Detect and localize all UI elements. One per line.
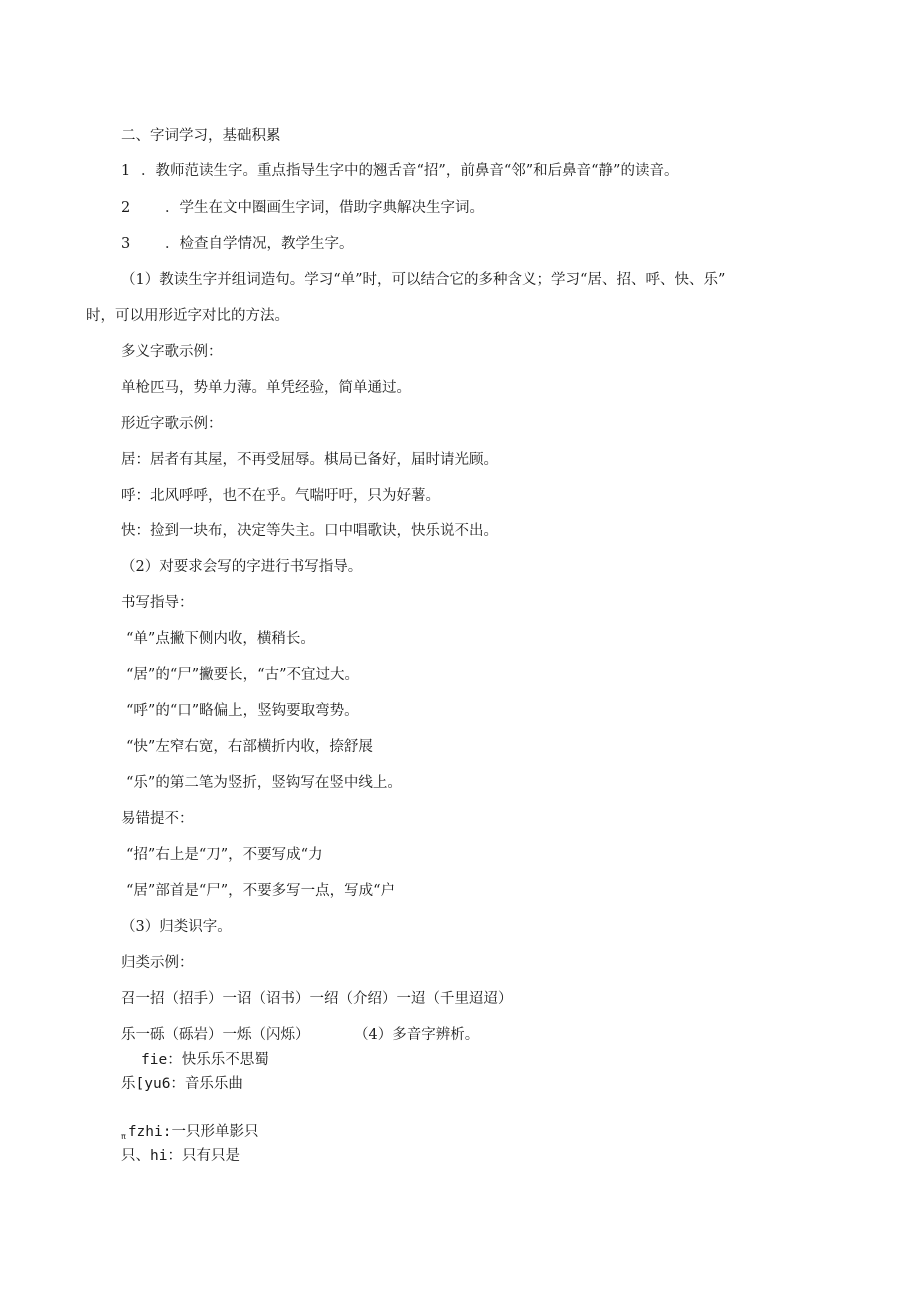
polyphone-zhi-second: 只、hi：只有只是 [121, 1148, 240, 1164]
step-1-number: 1 [121, 163, 131, 179]
writing-guide-dan: “单”点撇下侧内收，横稍长。 [126, 631, 315, 647]
similar-form-heading: 形近字歌示例： [121, 416, 223, 432]
step-1 [121, 161, 678, 181]
step-1-text: ．教师范读生字。重点指导生字中的翘舌音“招”，前鼻音“邻”和后鼻音“静”的读音。 [141, 163, 679, 179]
polyphone-le-fie: fie：快乐乐不思蜀 [141, 1052, 269, 1068]
polysemy-example: 单枪匹马，势单力薄。单凭经验，简单通过。 [121, 380, 411, 396]
section-heading: 二、字词学习，基础积累 [121, 128, 281, 144]
error-tips-heading: 易错提不： [121, 811, 194, 827]
similar-form-kuai: 快：捡到一块布，决定等失主。口中唱歌诀，快乐说不出。 [121, 523, 498, 539]
writing-guide-hu: “呼”的“口”略偏上，竖钩要取弯势。 [126, 703, 359, 719]
sub-step-1: （1）教读生字并组词造句。学习“单”时，可以结合它的多种含义；学习“居、招、呼、快、乐” [121, 272, 726, 288]
sub-step-2: （2）对要求会写的字进行书写指导。 [121, 559, 363, 575]
writing-guide-heading: 书写指导： [121, 595, 194, 611]
error-tip-ju: “居”部首是“尸”，不要多写一点，写成“户 [126, 883, 396, 899]
writing-guide-ju: “居”的“尸”撇要长，“古”不宜过大。 [126, 667, 359, 683]
sub-step-1-continued: 时，可以用形近字对比的方法。 [86, 308, 289, 324]
step-3 [121, 234, 354, 254]
classification-example-le: 乐一砾（砾岩）一烁（闪烁） [121, 1027, 310, 1043]
step-2-text: ．学生在文中圈画生字词，借助字典解决生字词。 [165, 200, 484, 216]
writing-guide-le: “乐”的第二笔为竖折，竖钩写在竖中线上。 [126, 775, 402, 791]
similar-form-ju: 居：居者有其屋，不再受屈辱。棋局已备好，届时请光顾。 [121, 452, 498, 468]
polyphone-zhi-first [121, 1122, 258, 1147]
polysemy-heading: 多义字歌示例： [121, 344, 223, 360]
polyphone-zhi-first-text: fzhi:一只形单影只 [127, 1124, 259, 1140]
sub-step-4: （4）多音字辨析。 [354, 1027, 480, 1043]
pi-mark: π [121, 1132, 126, 1141]
classification-heading: 归类示例： [121, 955, 194, 971]
step-3-number: 3 [121, 236, 131, 252]
similar-form-hu: 呼：北风呼呼，也不在乎。气喘吁吁，只为好薯。 [121, 488, 440, 504]
error-tip-zhao: “招”右上是“刀”，不要写成“力 [126, 847, 323, 863]
step-3-text: ．检查自学情况，教学生字。 [165, 236, 354, 252]
step-2-number: 2 [121, 200, 131, 216]
sub-step-3: （3）归类识字。 [121, 919, 232, 935]
step-2 [121, 198, 484, 218]
classification-example-zhao: 召一招（招手）一诏（诏书）一绍（介绍）一迢（千里迢迢） [121, 991, 513, 1007]
polyphone-le-yue: 乐[yu6：音乐乐曲 [121, 1076, 243, 1092]
writing-guide-kuai: “快”左窄右宽，右部横折内收，捺舒展 [126, 739, 373, 755]
